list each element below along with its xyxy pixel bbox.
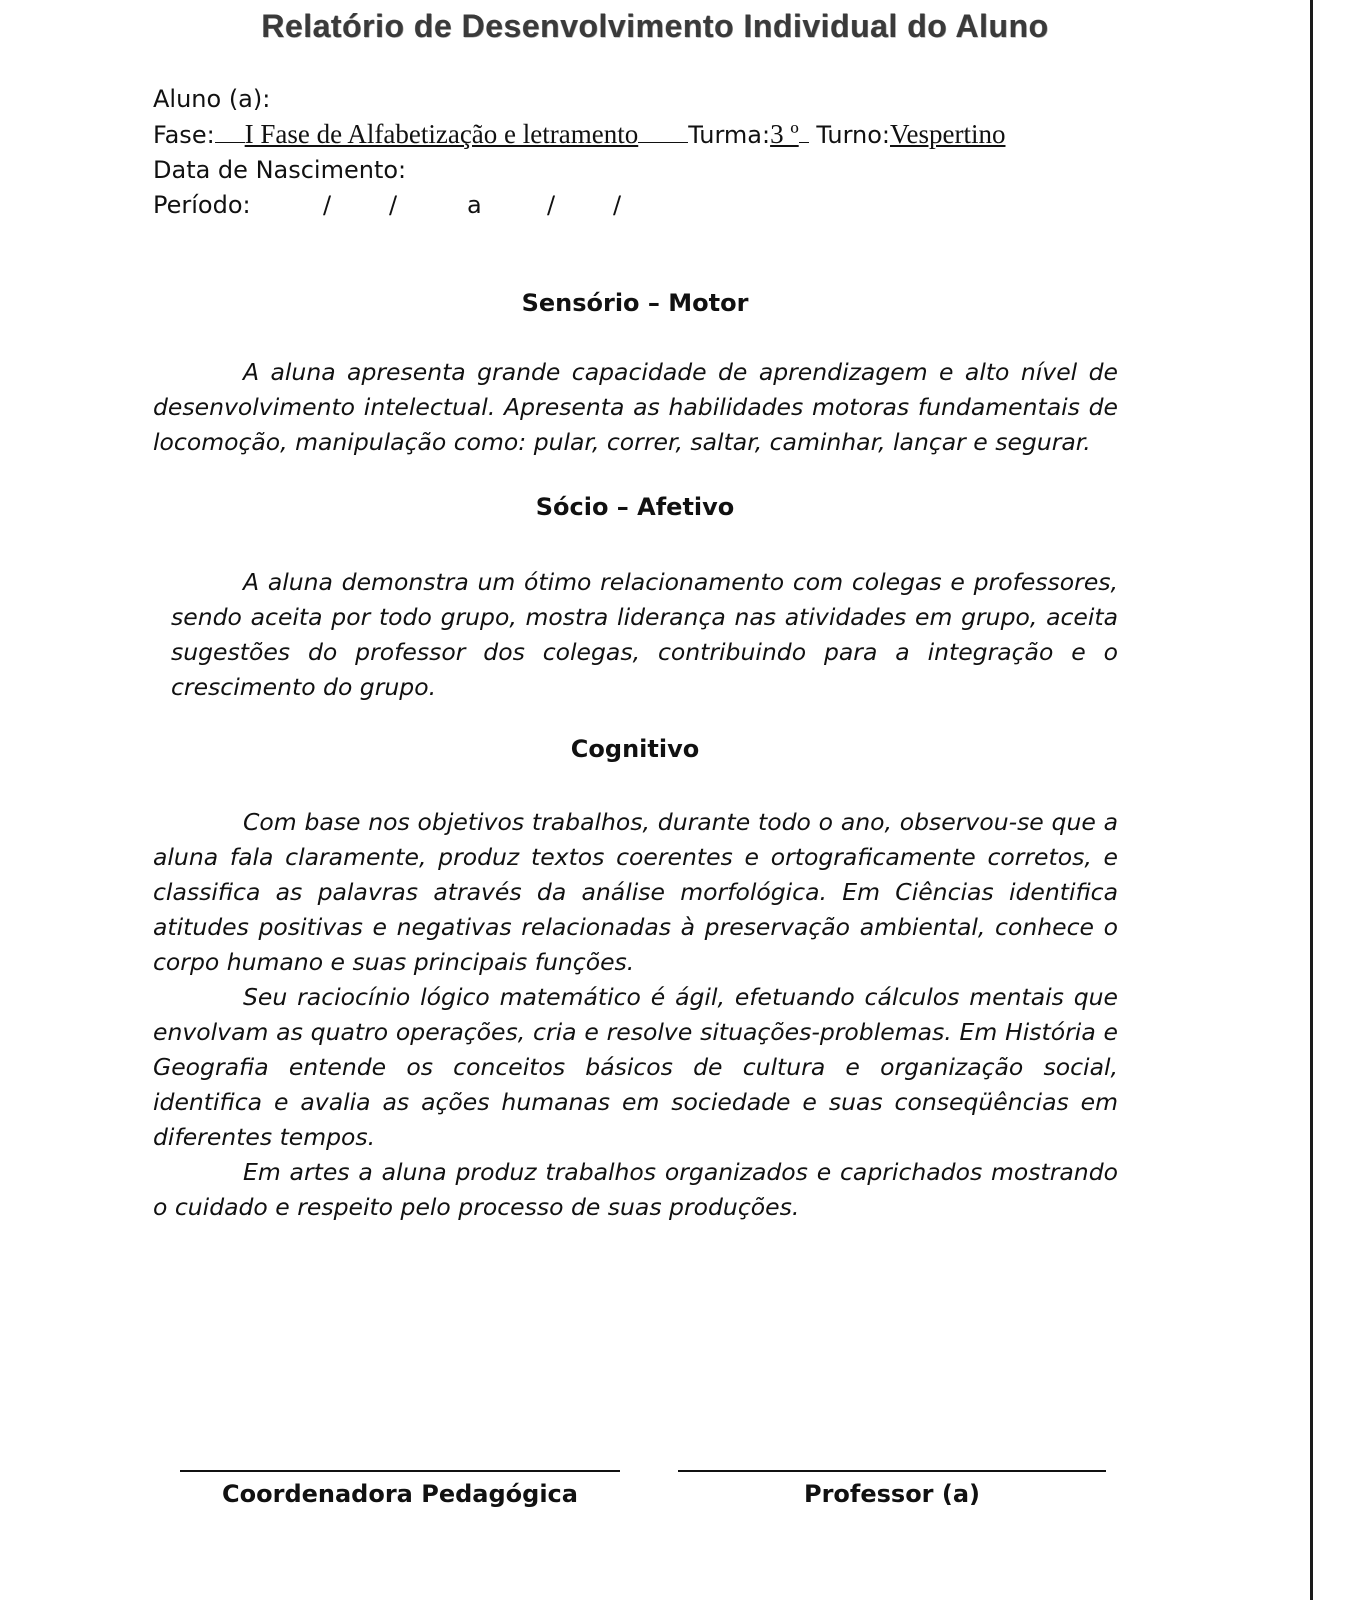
turma-value: 3 º — [770, 119, 799, 149]
cognitivo-paragraph-1: Com base nos objetivos trabalhos, durante todo o ano, observou-se que a aluna fala claramente, produz textos coerentes e ortograficamente corretos, e classifica as palavras através da análise morfológica. Em Ciências identifica atitudes positivas e negativas relacionadas à preservação ambiental, conhece o corpo humano e suas principais funções. — [153, 808, 1118, 976]
fase-blank-right — [638, 122, 688, 143]
periodo-a: a — [467, 191, 482, 219]
turno-label: Turno: — [816, 121, 890, 149]
periodo-label: Período: — [153, 191, 251, 219]
turma-label: Turma: — [688, 121, 771, 149]
page-edge-line — [1310, 0, 1313, 1600]
cognitivo-paragraph-2: Seu raciocínio lógico matemático é ágil, efetuando cálculos mentais que envolvam as quatro operações, cria e resolve situações-problemas. Em História e Geografia entende os conceitos básicos de cultura e organização social, identifica e avalia as ações humanas em sociedade e suas conseqüências em diferentes tempos. — [153, 983, 1118, 1151]
fase-blank-left — [215, 122, 245, 143]
socio-afetivo-heading: Sócio – Afetivo — [535, 493, 735, 521]
student-info-header — [153, 82, 1153, 223]
cognitivo-paragraph-3: Em artes a aluna produz trabalhos organizados e caprichados mostrando o cuidado e respeito pelo processo de suas produções. — [153, 1158, 1118, 1221]
socio-afetivo-body — [171, 565, 1118, 705]
turma-blank — [799, 122, 809, 143]
fase-value: I Fase de Alfabetização e letramento — [244, 119, 639, 149]
fase-label: Fase: — [153, 121, 215, 149]
coordenadora-signature-line — [180, 1470, 620, 1472]
fase-row — [153, 117, 1153, 153]
socio-paragraph: A aluna demonstra um ótimo relacionamento com colegas e professores, sendo aceita por todo grupo, mostra liderança nas atividades em grupo, aceita sugestões do professor dos colegas, contribuindo para a integração e o crescimento do grupo. — [171, 568, 1118, 701]
document-title: Relatório de Desenvolvimento Individual do Aluno — [261, 8, 1049, 44]
periodo-slash-3: / — [547, 191, 556, 219]
sensorio-motor-body — [153, 355, 1118, 460]
coordenadora-signature-label: Coordenadora Pedagógica — [222, 1480, 578, 1508]
aluno-label: Aluno (a): — [153, 85, 271, 113]
periodo-slash-4: / — [613, 191, 622, 219]
periodo-row — [153, 188, 1153, 223]
cognitivo-body — [153, 805, 1118, 1225]
cognitivo-heading: Cognitivo — [570, 735, 700, 763]
turno-value: Vespertino — [890, 119, 1006, 149]
professor-signature-label: Professor (a) — [803, 1480, 980, 1508]
sensorio-paragraph: A aluna apresenta grande capacidade de aprendizagem e alto nível de desenvolvimento intelectual. Apresenta as habilidades motoras fundamentais de locomoção, manipulação como: pular, correr, saltar, caminhar, lançar e segurar. — [153, 358, 1118, 456]
professor-signature-line — [678, 1470, 1106, 1472]
sensorio-motor-heading: Sensório – Motor — [521, 289, 749, 317]
nascimento-row — [153, 153, 1153, 188]
periodo-slash-1: / — [323, 191, 332, 219]
periodo-slash-2: / — [389, 191, 398, 219]
aluno-row — [153, 82, 1153, 117]
nascimento-label: Data de Nascimento: — [153, 156, 407, 184]
